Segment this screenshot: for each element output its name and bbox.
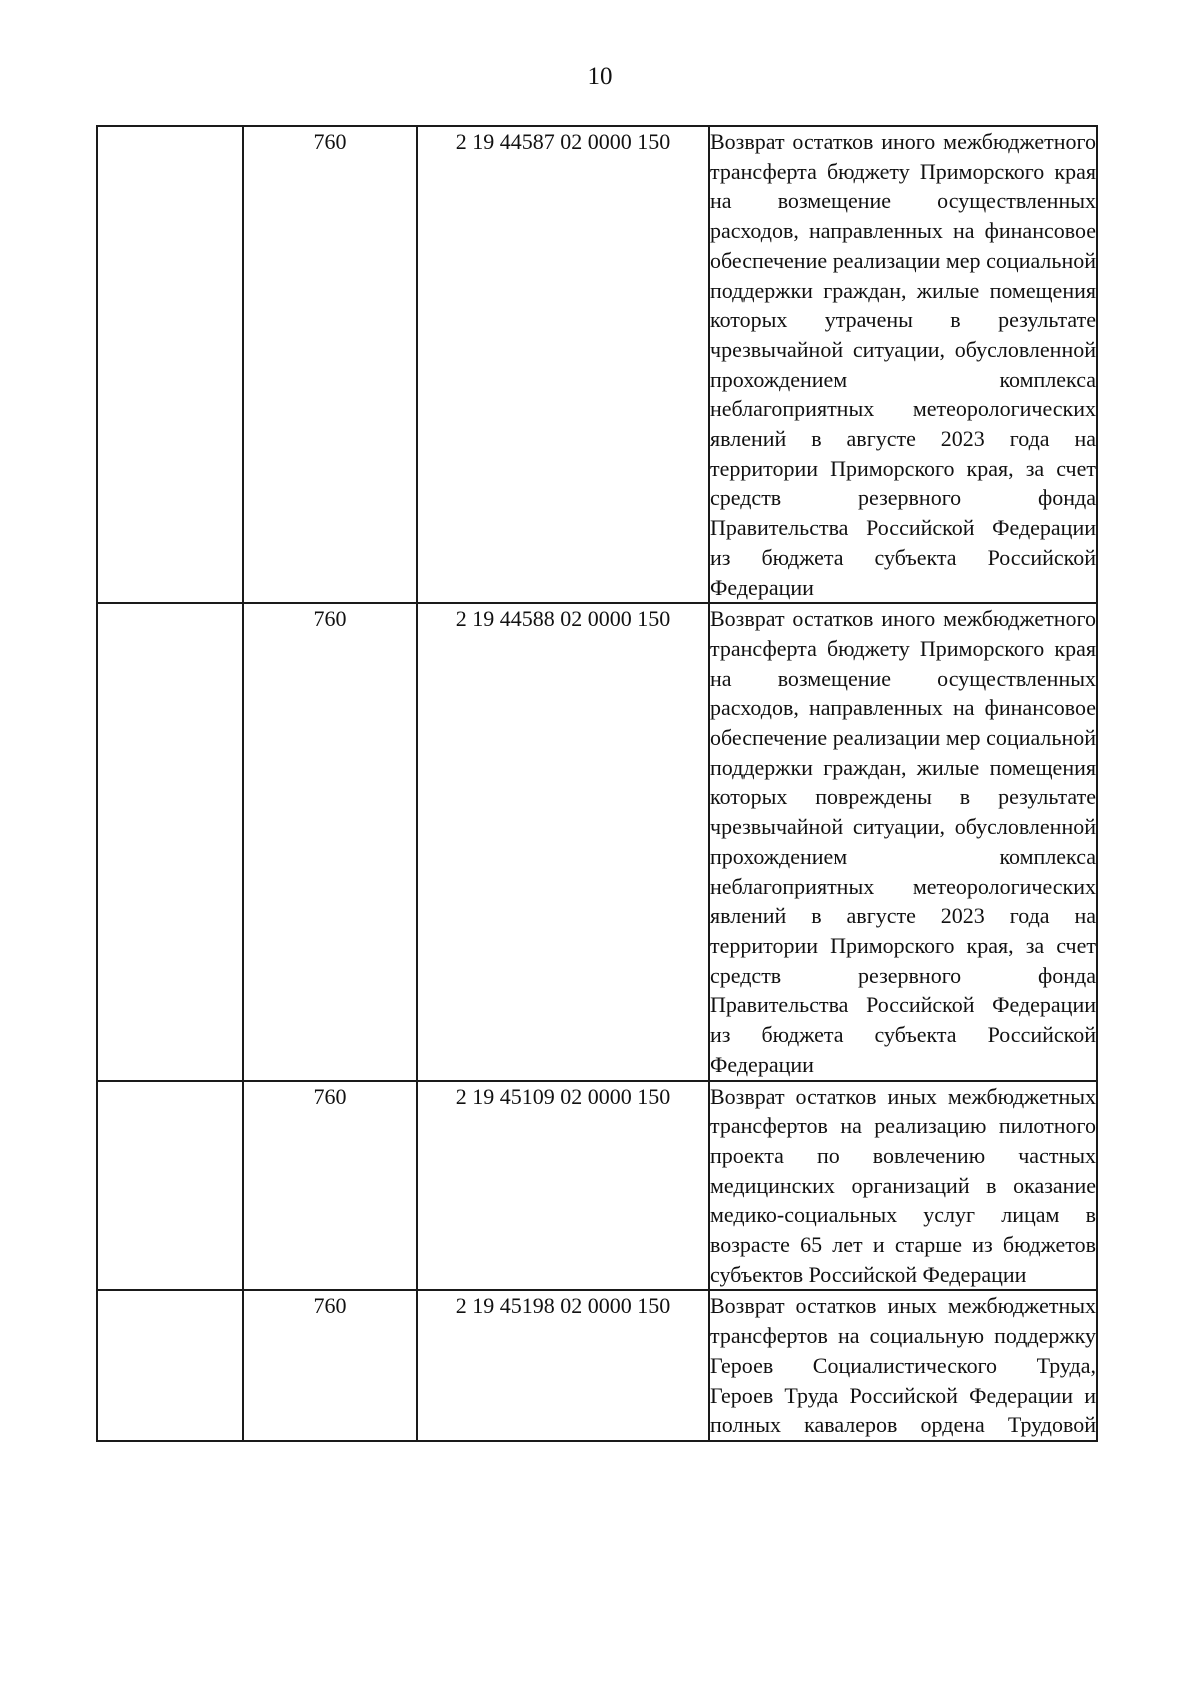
empty-cell: [97, 603, 243, 1080]
admin-code-cell: 760: [243, 1081, 417, 1291]
budget-classification-code-cell: 2 19 45109 02 0000 150: [417, 1081, 709, 1291]
admin-code-cell: 760: [243, 1290, 417, 1441]
income-description-cell: Возврат остатков иных межбюджетных трансфертов на реализацию пилотного проекта по вовлечению частных медицинских организаций в оказание медико-социальных услуг лицам в возрасте 65 лет и старше из бюджетов субъектов Российской Федерации: [709, 1081, 1097, 1291]
budget-classification-code-cell: 2 19 44588 02 0000 150: [417, 603, 709, 1080]
admin-code-cell: 760: [243, 126, 417, 603]
table-row: [97, 126, 1097, 603]
budget-codes-table: [96, 125, 1098, 1442]
budget-classification-code-cell: 2 19 44587 02 0000 150: [417, 126, 709, 603]
table-row: [97, 603, 1097, 1080]
table-row: [97, 1290, 1097, 1441]
income-description-cell: Возврат остатков иного межбюджетного трансферта бюджету Приморского края на возмещение осуществленных расходов, направленных на финансовое обеспечение реализации мер социальной поддержки граждан, жилые помещения которых повреждены в результате чрезвычайной ситуации, обусловленной прохождением комплекса неблагоприятных метеорологических явлений в августе 2023 года на территории Приморского края, за счет средств резервного фонда Правительства Российской Федерации из бюджета субъекта Российской Федерации: [709, 603, 1097, 1080]
income-description-cell: Возврат остатков иного межбюджетного трансферта бюджету Приморского края на возмещение осуществленных расходов, направленных на финансовое обеспечение реализации мер социальной поддержки граждан, жилые помещения которых утрачены в результате чрезвычайной ситуации, обусловленной прохождением комплекса неблагоприятных метеорологических явлений в августе 2023 года на территории Приморского края, за счет средств резервного фонда Правительства Российской Федерации из бюджета субъекта Российской Федерации: [709, 126, 1097, 603]
empty-cell: [97, 1081, 243, 1291]
budget-classification-code-cell: 2 19 45198 02 0000 150: [417, 1290, 709, 1441]
empty-cell: [97, 126, 243, 603]
empty-cell: [97, 1290, 243, 1441]
page-number: 10: [587, 63, 613, 90]
income-description-cell: Возврат остатков иных межбюджетных трансфертов на социальную поддержку Героев Социалистического Труда, Героев Труда Российской Федерации и полных кавалеров ордена Трудовой: [709, 1290, 1097, 1441]
admin-code-cell: 760: [243, 603, 417, 1080]
table-row: [97, 1081, 1097, 1291]
